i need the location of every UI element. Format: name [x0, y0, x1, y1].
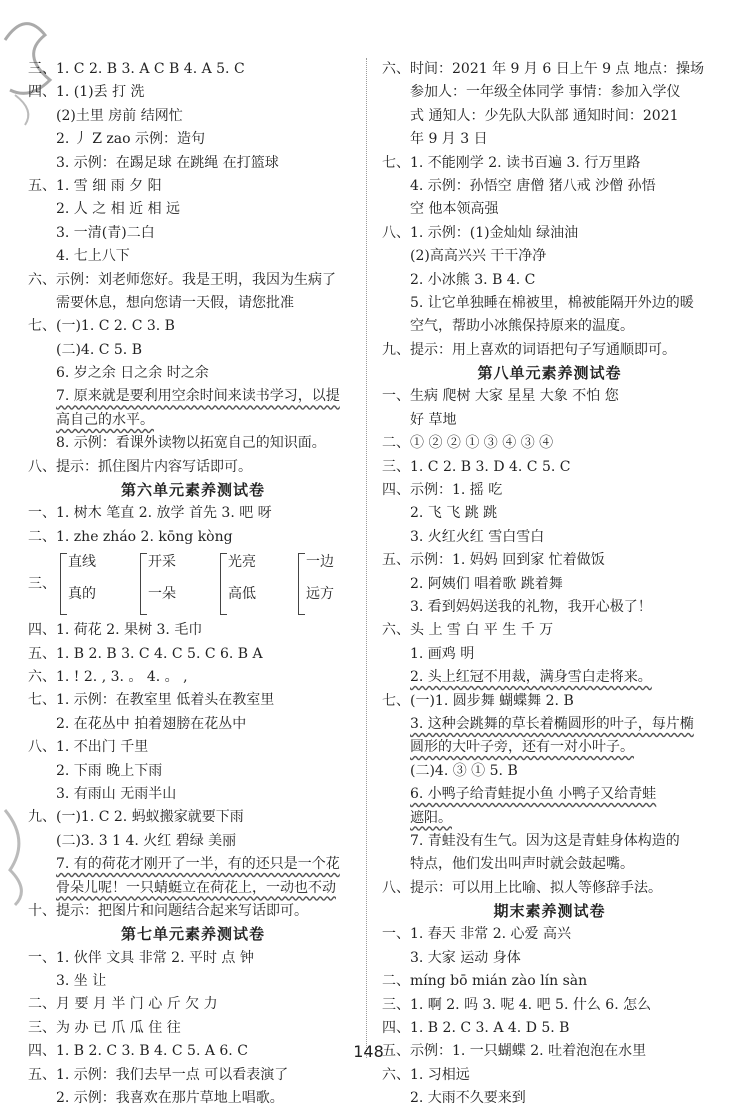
answer-text: 八、1. 示例：(1)金灿灿 绿油油	[382, 224, 579, 241]
answer-text: 2. 下雨 晚上下雨	[56, 762, 163, 779]
answer-line	[28, 1087, 358, 1110]
answer-text: 二、① ② ② ① ③ ④ ③ ④	[382, 435, 554, 452]
answer-text: 需要休息，想向您请一天假，请您批准	[56, 294, 294, 311]
answer-text: 高自己的水平。	[56, 411, 154, 428]
section-heading	[28, 923, 358, 946]
answer-line	[382, 526, 717, 549]
answer-line	[382, 479, 717, 502]
answer-line	[28, 993, 358, 1016]
answer-line	[28, 760, 358, 783]
answer-text: 九、提示：用上喜欢的词语把句子写通顺即可。	[382, 341, 676, 358]
section-heading-text: 第八单元素养测试卷	[477, 364, 622, 383]
answer-line	[382, 385, 717, 408]
bracket-mark	[220, 553, 227, 615]
answer-line	[382, 245, 717, 268]
answer-text: 4. 七上八下	[56, 248, 130, 265]
answer-line	[28, 105, 358, 128]
answer-line	[28, 432, 358, 455]
answer-text: 骨朵儿呢！一只蜻蜓立在荷花上，一动也不动	[56, 879, 336, 896]
answer-text: 2. 头上红冠不用裁，满身雪白走将来。	[410, 669, 652, 686]
answer-text: 五、1. 雪 细 雨 夕 阳	[28, 177, 162, 194]
answer-text: 遮阳。	[410, 809, 452, 826]
answer-line	[382, 432, 717, 455]
left-column	[28, 58, 358, 1110]
answer-line	[28, 1017, 358, 1040]
answer-text: 3. 这种会跳舞的草长着椭圆形的叶子，每片椭	[410, 715, 694, 732]
answer-text: 2. 丿 Z zao 示例：造句	[56, 131, 206, 148]
answer-line	[28, 128, 358, 151]
answer-text: (2)高高兴兴 干干净净	[410, 248, 547, 265]
answer-line	[28, 502, 358, 525]
answer-text: 2. 在花丛中 拍着翅膀在花丛中	[56, 715, 247, 732]
answer-text: 特点，他们发出叫声时就会鼓起嘴。	[410, 856, 634, 873]
answer-text: 九、(一)1. C 2. 蚂蚁搬家就要下雨	[28, 809, 244, 826]
answer-line	[382, 994, 717, 1017]
bracket-mark	[60, 553, 67, 615]
answer-line	[28, 339, 358, 362]
section-heading	[382, 900, 717, 923]
answer-text: 五、示例：1. 一只蝴蝶 2. 吐着泡泡在水里	[382, 1043, 647, 1060]
answer-text: 7. 青蛙没有生气。因为这是青蛙身体构造的	[410, 832, 680, 849]
answer-text: 空 他本领高强	[410, 201, 499, 218]
answer-line	[28, 830, 358, 853]
answer-line	[382, 502, 717, 525]
answer-line	[382, 1087, 717, 1110]
section-heading-text: 第七单元素养测试卷	[120, 925, 265, 944]
answer-text: 十、提示：把图片和问题结合起来写话即可。	[28, 902, 308, 919]
answer-line	[382, 736, 717, 759]
answer-line	[382, 292, 717, 315]
page-number: 148	[353, 1042, 384, 1061]
grid-word: 一朵	[148, 586, 176, 603]
answer-text: 一、1. 树木 笔直 2. 放学 首先 3. 吧 呀	[28, 505, 272, 522]
answer-text: 四、1. (1)丢 打 洗	[28, 84, 145, 101]
right-column	[382, 58, 717, 1111]
answer-line	[382, 783, 717, 806]
answer-line	[28, 643, 358, 666]
answer-line	[382, 877, 717, 900]
answer-line	[28, 783, 358, 806]
answer-line	[28, 58, 358, 81]
answer-text: 6. 小鸭子给青蛙捉小鱼 小鸭子又给青蛙	[410, 786, 657, 803]
grid-word: 高低	[228, 586, 256, 603]
answer-line	[28, 900, 358, 923]
answer-text: 三、1. C 2. B 3. D 4. C 5. C	[382, 458, 571, 475]
answer-line	[382, 152, 717, 175]
answer-line	[28, 175, 358, 198]
answer-text: 好 草地	[410, 411, 457, 428]
answer-text: 四、1. 荷花 2. 果树 3. 毛巾	[28, 622, 203, 639]
answer-line	[382, 713, 717, 736]
answer-text: 八、提示：可以用上比喻、拟人等修辞手法。	[382, 879, 662, 896]
answer-line	[28, 713, 358, 736]
answer-text: 6. 岁之余 日之余 时之余	[56, 365, 209, 382]
answer-text: 七、(一)1. 圆步舞 蝴蝶舞 2. B	[382, 692, 574, 709]
answer-text: 3. 一清(青)二白	[56, 224, 155, 241]
answer-text: 1. 画鸡 明	[410, 645, 475, 662]
answer-text: 一、1. 伙伴 文具 非常 2. 平时 点 钟	[28, 949, 254, 966]
answer-text: 3. 坐 让	[56, 973, 107, 990]
answer-line	[382, 643, 717, 666]
answer-text: 2. 小冰熊 3. B 4. C	[410, 271, 536, 288]
matching-grid	[28, 549, 358, 619]
answer-text: 七、1. 不能刚学 2. 读书百遍 3. 行万里路	[382, 154, 641, 171]
grid-word: 光亮	[228, 554, 256, 571]
answer-line	[28, 245, 358, 268]
answer-line	[382, 690, 717, 713]
answer-line	[382, 269, 717, 292]
answer-text: 3. 示例：在踢足球 在跳绳 在打篮球	[56, 154, 279, 171]
answer-line	[28, 198, 358, 221]
answer-text: 8. 示例：看课外读物以拓宽自己的知识面。	[56, 435, 326, 452]
answer-text: 二、míng bō mián zào lín sàn	[382, 973, 588, 990]
answer-line	[382, 666, 717, 689]
answer-text: 7. 有的荷花才刚开了一半，有的还只是一个花	[56, 856, 340, 873]
answer-text: 六、时间：2021 年 9 月 6 日上午 9 点 地点：操场	[382, 61, 704, 77]
answer-text: 式 通知人：少先队大队部 通知时间：2021	[410, 107, 679, 124]
answer-line	[28, 970, 358, 993]
answer-line	[28, 409, 358, 432]
answer-text: 一、1. 春天 非常 2. 心爱 高兴	[382, 926, 571, 943]
bracket-mark	[298, 553, 305, 615]
grid-word: 真的	[68, 586, 96, 603]
grid-word: 远方	[306, 586, 334, 603]
answer-line	[28, 315, 358, 338]
answer-line	[382, 128, 717, 151]
answer-line	[28, 619, 358, 642]
grid-word: 一边	[306, 554, 334, 571]
answer-text: 七、1. 示例：在教室里 低着头在教室里	[28, 692, 275, 709]
grid-label: 三、	[28, 576, 56, 593]
answer-text: 八、1. 不出门 千里	[28, 739, 149, 756]
answer-text: 2. 大雨不久要来到	[410, 1090, 526, 1107]
answer-text: 参加人：一年级全体同学 事情：参加入学仪	[410, 84, 681, 101]
answer-line	[382, 596, 717, 619]
answer-text: (2)土里 房前 结网忙	[56, 107, 183, 124]
answer-line	[382, 81, 717, 104]
answer-line	[28, 853, 358, 876]
answer-line	[28, 666, 358, 689]
answer-text: 空气，帮助小冰熊保持原来的温度。	[410, 318, 634, 335]
answer-text: 2. 阿姨们 唱着歌 跳着舞	[410, 575, 563, 592]
answer-text: 3. 大家 运动 身体	[410, 949, 521, 966]
answer-line	[382, 549, 717, 572]
grid-word: 直线	[68, 554, 96, 571]
answer-text: 四、1. B 2. C 3. B 4. C 5. A 6. C	[28, 1043, 248, 1060]
answer-text: 四、示例：1. 摇 吃	[382, 482, 503, 499]
answer-text: 5. 让它单独睡在棉被里，棉被能隔开外边的暖	[410, 294, 694, 311]
answer-line	[28, 385, 358, 408]
answer-text: 五、示例：1. 妈妈 回到家 忙着做饭	[382, 552, 605, 569]
answer-line	[28, 526, 358, 549]
answer-line	[382, 198, 717, 221]
answer-text: 2. 飞 飞 跳 跳	[410, 505, 498, 522]
answer-text: 7. 原来就是要利用空余时间来读书学习，以提	[56, 388, 340, 405]
answer-text: 二、月 要 月 半 门 心 斤 欠 力	[28, 996, 218, 1013]
answer-line	[382, 830, 717, 853]
answer-text: 七、(一)1. C 2. C 3. B	[28, 318, 175, 335]
answer-text: 六、头 上 雪 白 平 生 千 万	[382, 622, 554, 639]
column-divider	[366, 58, 367, 1058]
answer-line	[382, 619, 717, 642]
answer-line	[382, 175, 717, 198]
answer-text: (二)3. 3 1 4. 火红 碧绿 美丽	[56, 832, 237, 849]
answer-line	[382, 573, 717, 596]
answer-text: 3. 有雨山 无雨半山	[56, 785, 177, 802]
answer-text: 六、示例：刘老师您好。我是王明，我因为生病了	[28, 271, 336, 288]
answer-line	[28, 152, 358, 175]
answer-line	[382, 315, 717, 338]
answer-line	[28, 736, 358, 759]
answer-line	[382, 760, 717, 783]
answer-text: 八、提示：抓住图片内容写话即可。	[28, 458, 252, 475]
answer-text: 年 9 月 3 日	[410, 131, 488, 148]
answer-line	[382, 222, 717, 245]
answer-line	[28, 292, 358, 315]
grid-word: 开采	[148, 554, 176, 571]
answer-line	[382, 339, 717, 362]
bracket-mark	[140, 553, 147, 615]
answer-line	[382, 105, 717, 128]
answer-line	[382, 970, 717, 993]
answer-line	[382, 1064, 717, 1087]
section-heading	[28, 479, 358, 502]
answer-text: 2. 人 之 相 近 相 远	[56, 201, 181, 218]
answer-text: 圆形的大叶子旁，还有一对小叶子。	[410, 739, 634, 756]
answer-text: 2. 示例：我喜欢在那片草地上唱歌。	[56, 1090, 284, 1107]
answer-line	[382, 947, 717, 970]
answer-line	[28, 456, 358, 479]
answer-text: 五、1. B 2. B 3. C 4. C 5. C 6. B A	[28, 645, 263, 662]
answer-text: 三、为 办 已 爪 瓜 住 往	[28, 1019, 181, 1036]
answer-line	[382, 409, 717, 432]
answer-line	[28, 1064, 358, 1087]
answer-line	[28, 81, 358, 104]
answer-line	[28, 362, 358, 385]
section-heading-text: 期末素养测试卷	[493, 902, 606, 921]
answer-line	[382, 807, 717, 830]
answer-text: 3. 火红火红 雪白雪白	[410, 528, 545, 545]
answer-text: 六、1. 习相远	[382, 1066, 470, 1083]
answer-line	[382, 58, 717, 81]
answer-text: (二)4. C 5. B	[56, 341, 142, 358]
answer-text: 一、生病 爬树 大家 星星 大象 不怕 您	[382, 388, 619, 405]
answer-line	[28, 806, 358, 829]
answer-line	[28, 947, 358, 970]
answer-line	[28, 877, 358, 900]
answer-text: 4. 示例：孙悟空 唐僧 猪八戒 沙僧 孙悟	[410, 177, 656, 194]
answer-text: 六、1. ! 2. , 3. 。 4. 。 ,	[28, 668, 188, 685]
section-heading-text: 第六单元素养测试卷	[120, 481, 265, 500]
answer-line	[28, 689, 358, 712]
answer-line	[382, 853, 717, 876]
answer-line	[382, 456, 717, 479]
answer-line	[28, 222, 358, 245]
section-heading	[382, 362, 717, 385]
answer-line	[382, 1017, 717, 1040]
answer-text: 三、1. C 2. B 3. A C B 4. A 5. C	[28, 61, 245, 77]
answer-text: 五、1. 示例：我们去早一点 可以看表演了	[28, 1066, 289, 1083]
answer-line	[28, 269, 358, 292]
answer-text: 三、1. 啊 2. 吗 3. 呢 4. 吧 5. 什么 6. 怎么	[382, 996, 652, 1013]
answer-line	[382, 923, 717, 946]
answer-text: 3. 看到妈妈送我的礼物，我开心极了！	[410, 598, 652, 615]
answer-text: (二)4. ③ ① 5. B	[410, 762, 518, 779]
answer-text: 四、1. B 2. C 3. A 4. D 5. B	[382, 1020, 570, 1037]
answer-text: 二、1. zhe zháo 2. kōng kòng	[28, 528, 233, 545]
